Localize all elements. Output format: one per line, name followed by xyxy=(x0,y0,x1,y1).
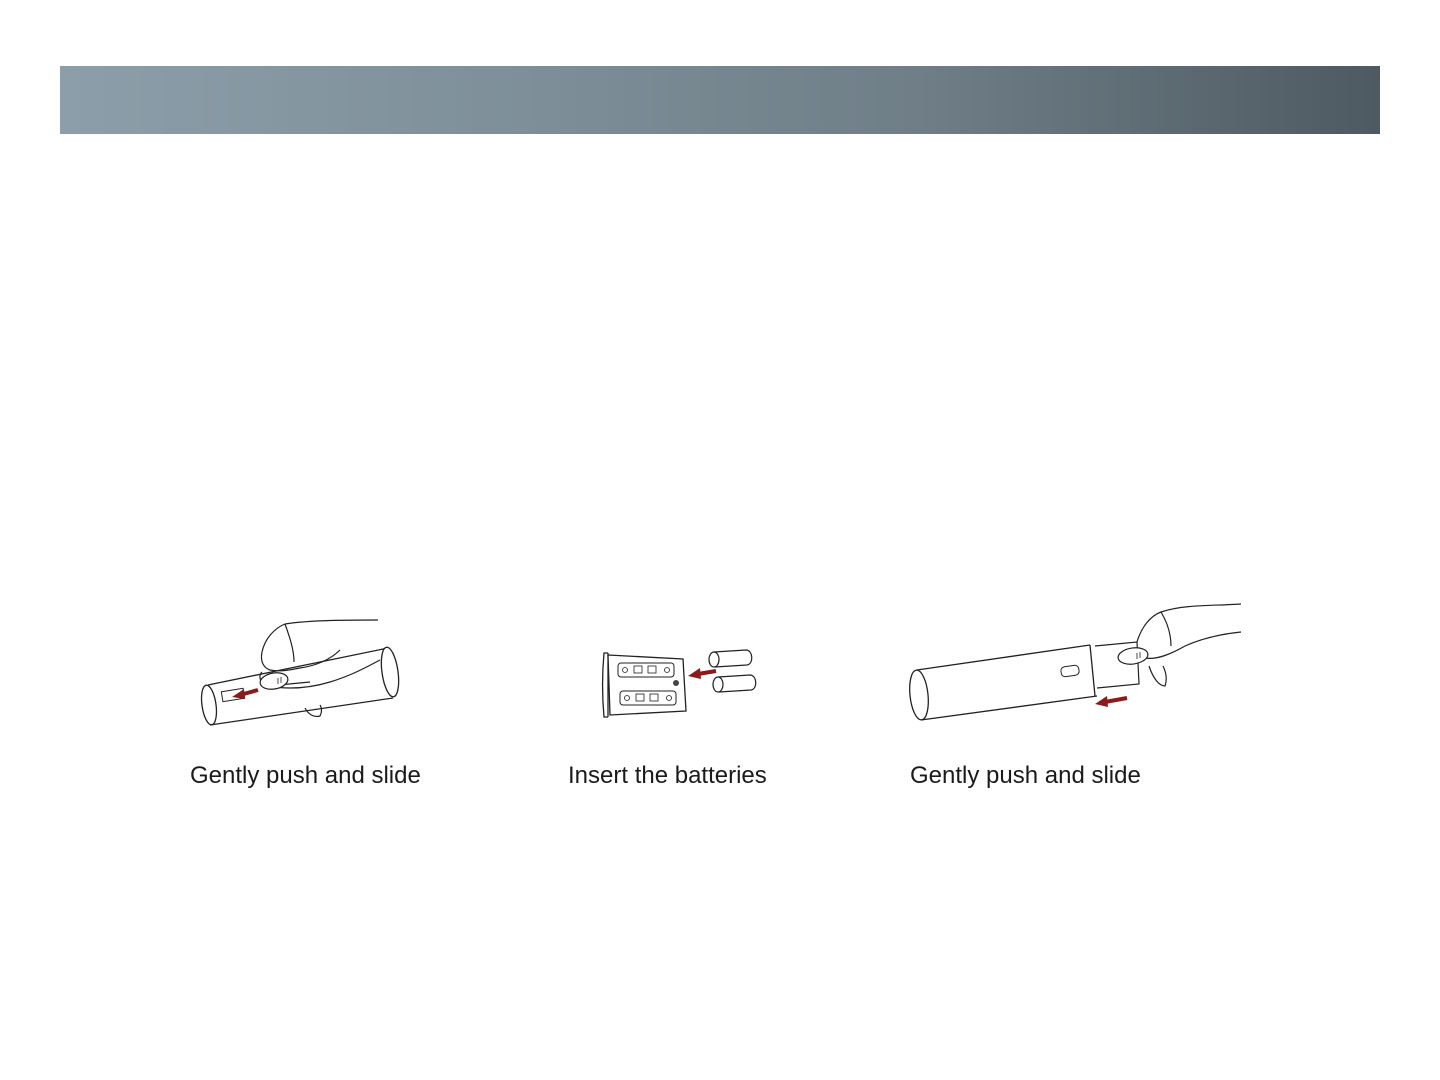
step-caption-close: Gently push and slide xyxy=(910,762,1141,789)
remote-close-drawing xyxy=(905,600,1245,725)
remote-open-drawing xyxy=(190,610,420,730)
close-cover-illustration xyxy=(905,600,1245,725)
step-caption-insert: Insert the batteries xyxy=(568,762,767,789)
title-bar xyxy=(60,66,1380,134)
battery-tray-drawing xyxy=(598,645,768,725)
open-cover-illustration xyxy=(190,610,420,730)
step-caption-open: Gently push and slide xyxy=(190,762,421,789)
insert-batteries-illustration xyxy=(598,645,768,725)
